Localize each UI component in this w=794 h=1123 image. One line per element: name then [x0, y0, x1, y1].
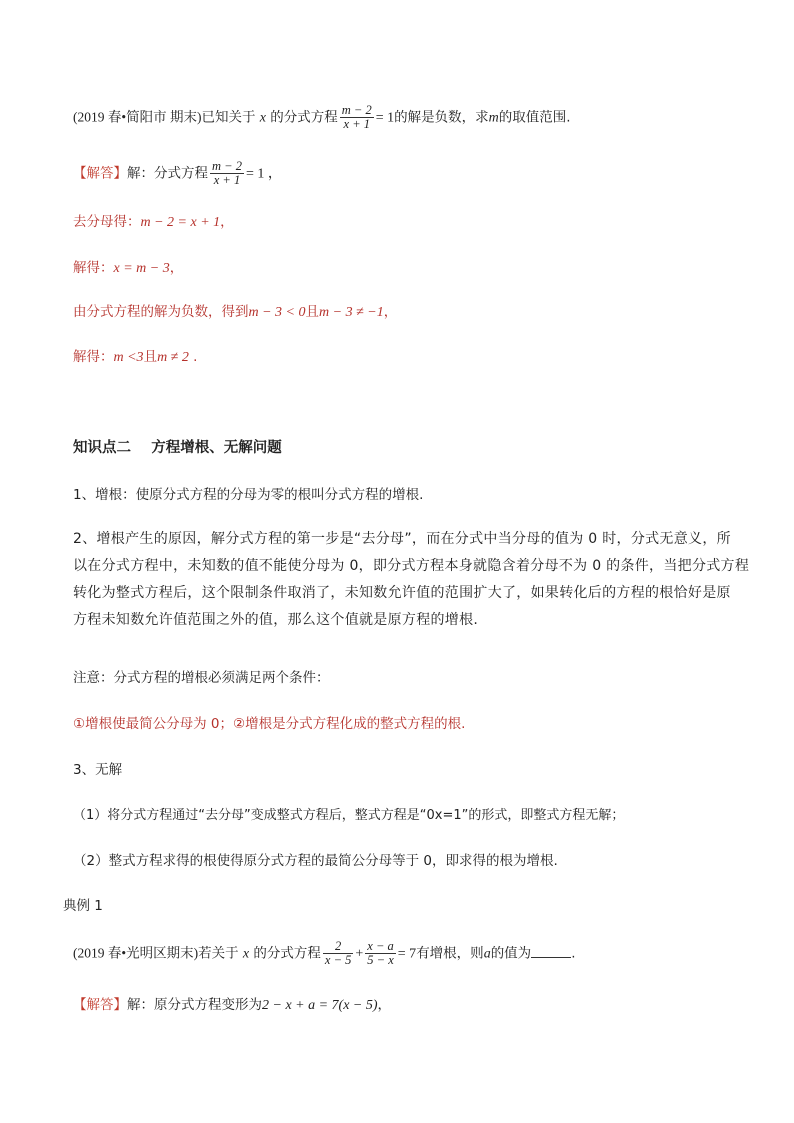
- item-1: 1、增根：使原分式方程的分母为零的根叫分式方程的增根.: [73, 487, 424, 503]
- item-3: 3、无解: [73, 762, 123, 778]
- example-label: 典例 1: [63, 898, 103, 914]
- solution-label: 【解答】: [73, 165, 127, 182]
- conditions: ①增根使最简公分母为 0；②增根是分式方程化成的整式方程的根.: [73, 716, 466, 732]
- problem-1: (2019 春•简阳市 期末)已知关于 x 的分式方程 $\frac{m - 2}{x + 1}$ = 1的解是负数，求m的取值范围.: [73, 103, 571, 131]
- solution-1-line-1: 【解答】解：分式方程 $\frac{m - 2}{x + 1}$ = 1 ，: [73, 159, 282, 187]
- solution-label: 【解答】: [73, 997, 127, 1013]
- fraction: $\frac{x - a}{5 - x}$: [367, 939, 394, 967]
- sub-item-2: （2）整式方程求得的根使得原分式方程的最简公分母等于 0，即求得的根为增根.: [73, 853, 558, 869]
- fraction: $\frac{2}{x - 5}$: [324, 939, 352, 967]
- solution-2-line-1: 【解答】解：原分式方程变形为2 − x + a = 7(x − 5)，: [73, 997, 392, 1013]
- section-heading: 知识点二 方程增根、无解问题: [73, 440, 282, 456]
- note: 注意：分式方程的增根必须满足两个条件：: [73, 670, 330, 686]
- example-1-problem: (2019 春•光明区期末)若关于 x 的分式方程 $\frac{2}{x - 5}$ + $\frac{x - a}{5 - x}$ = 7有增根，则a的值为 .: [73, 939, 576, 967]
- solution-1-line-3: 解得：x = m − 3，: [73, 260, 184, 276]
- fraction: $\frac{m - 2}{x + 1}$: [212, 159, 242, 187]
- sub-item-1: （1）将分式方程通过“去分母”变成整式方程后，整式方程是“0x=1”的形式，即整式方程无解；: [73, 808, 625, 823]
- fraction: $\frac{m - 2}{x + 1}$: [341, 103, 372, 131]
- solution-1-line-5: 解得：m <3且m ≠ 2 .: [73, 349, 198, 365]
- item-2: 2、增根产生的原因，解分式方程的第一步是“去分母”，而在分式中当分母的值为 0 时，分式无意义，所 以在分式方程中，未知数的值不能使分母为 0，即分式方程本身就隐含着分母不为 0 的条件，当把分式方程 转化为整式方程后，这个限制条件取消了，未知数允许值的范围扩大了，如果转化后的方程的根恰好是原 方程未知数允许值范围之外的值，那么这个值就是原方程的增根.: [73, 531, 750, 628]
- solution-1-line-2: 去分母得：m − 2 = x + 1，: [73, 214, 234, 230]
- solution-1-line-4: 由分式方程的解为负数，得到m − 3 < 0且m − 3 ≠ −1，: [73, 304, 398, 320]
- problem-1-source: (2019 春•简阳市 期末): [73, 109, 202, 125]
- answer-blank: [531, 943, 571, 958]
